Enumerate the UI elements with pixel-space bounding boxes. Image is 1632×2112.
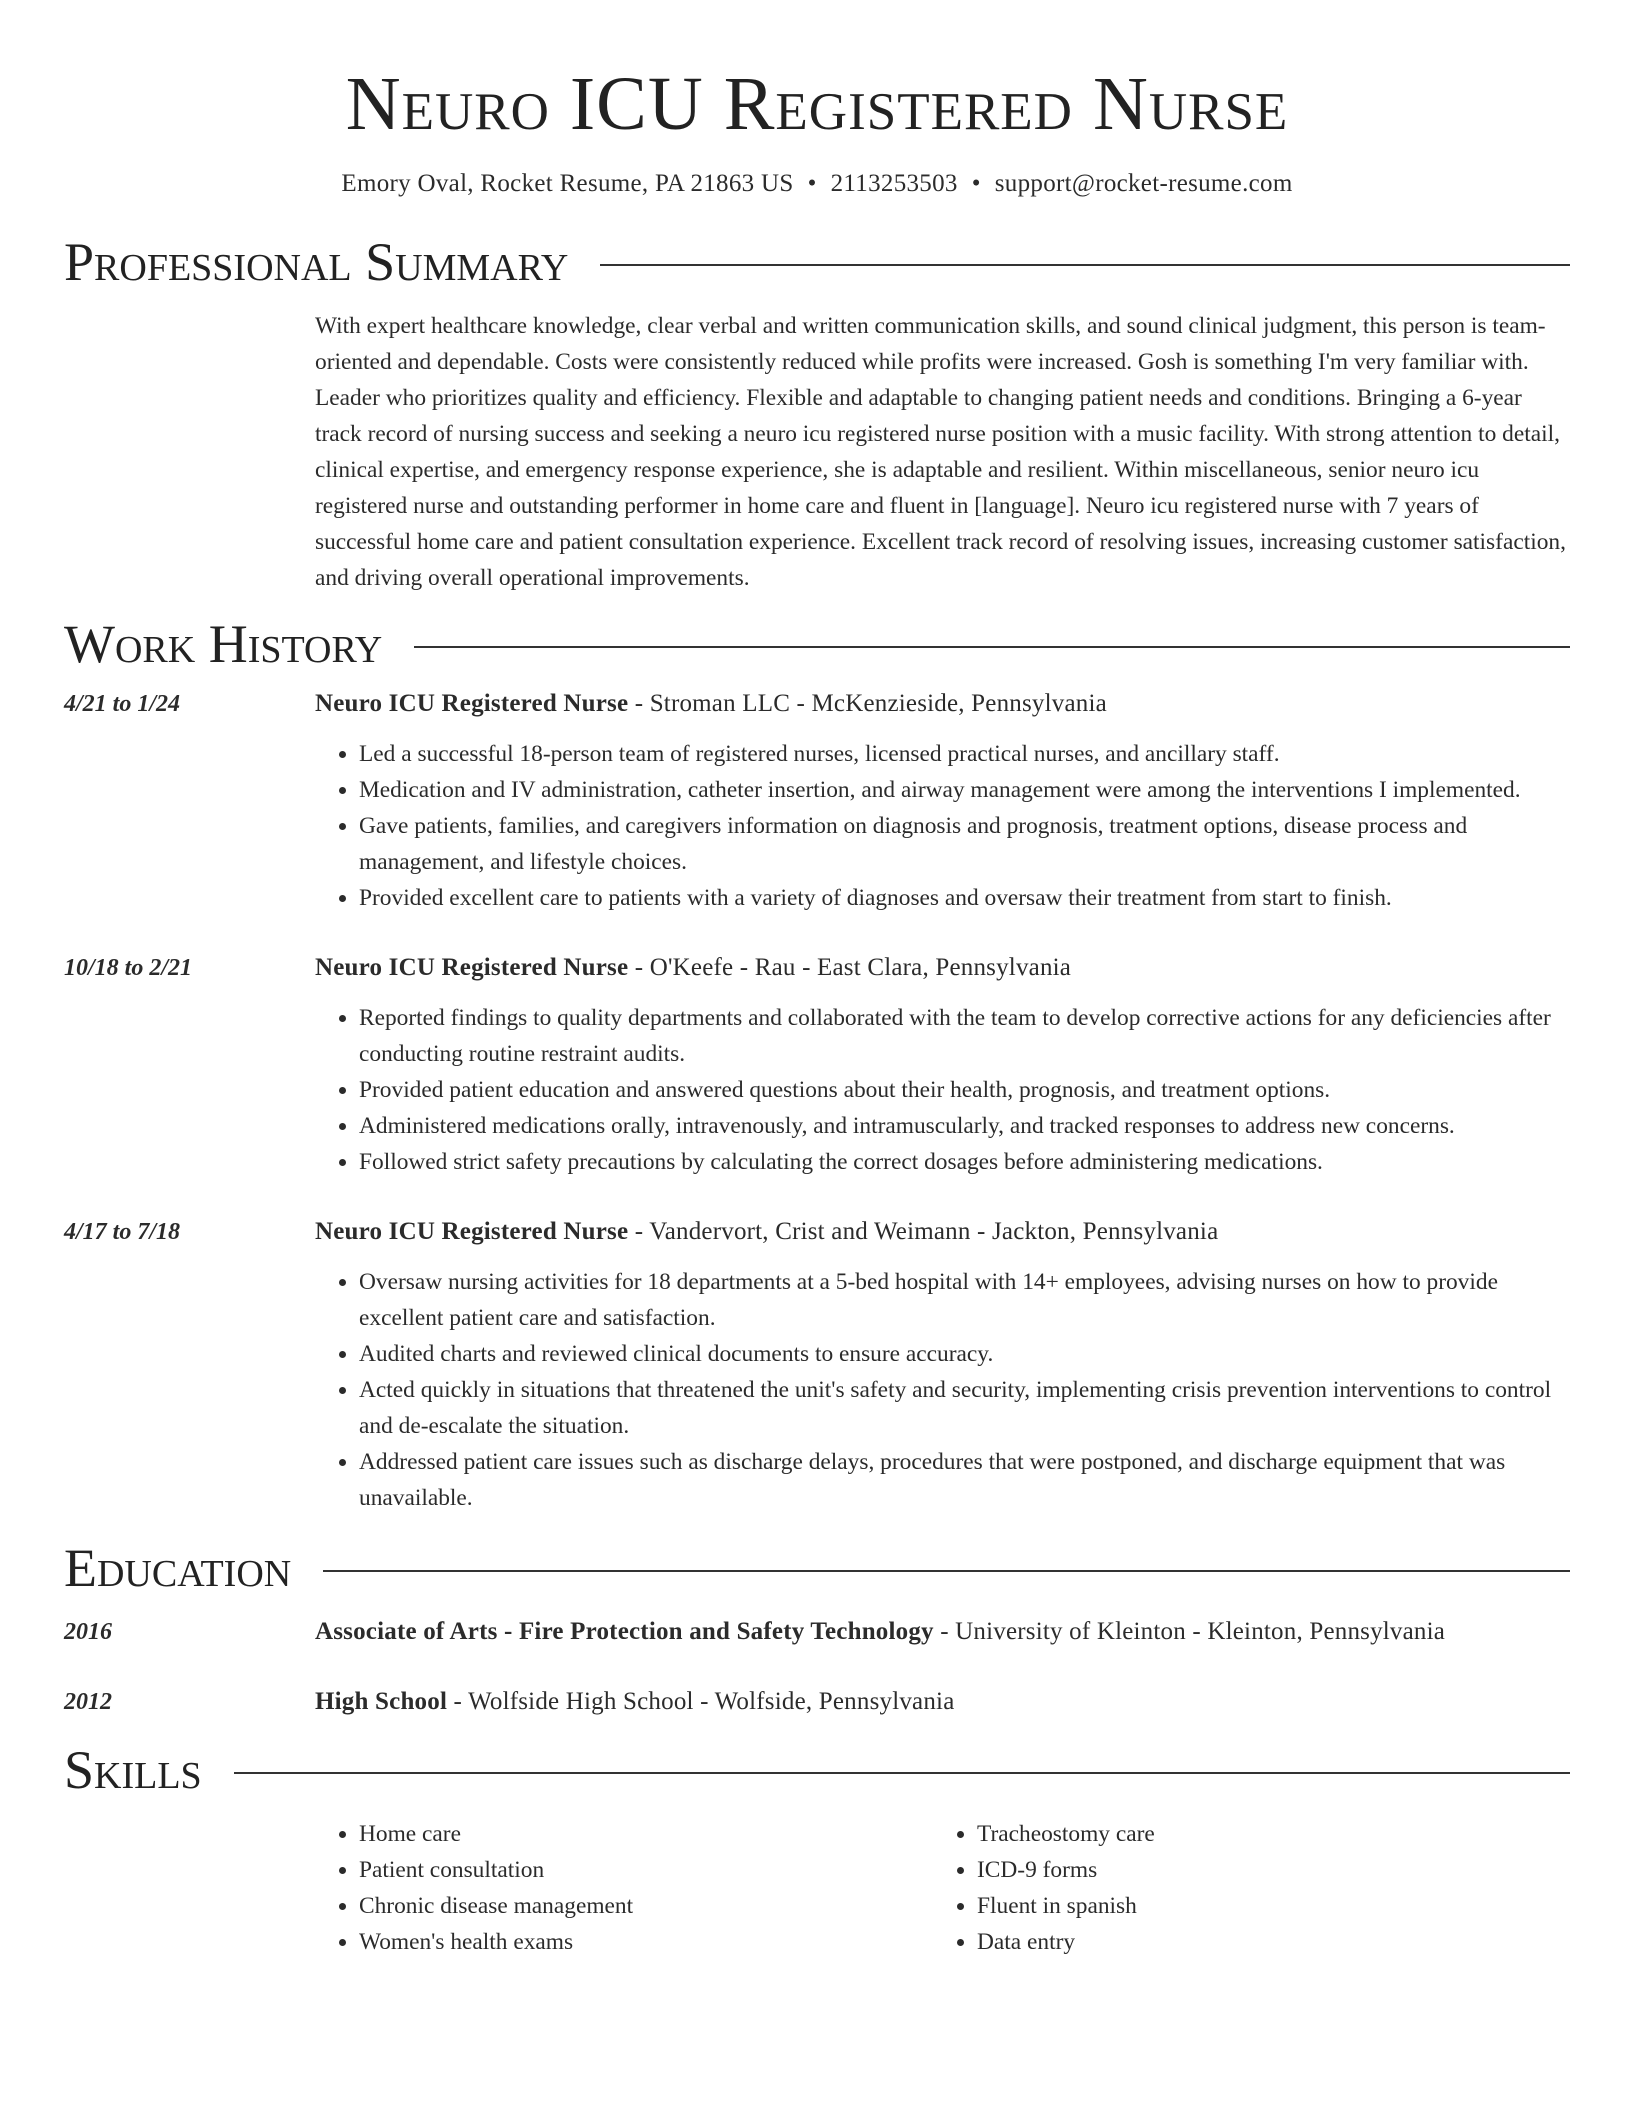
section-title-education: Education [64,1538,292,1598]
job-bullets [315,1264,1570,1516]
list-item: • Medication and IV administration, catheter insertion, and airway management were among the interventions I implemented. [359,772,1570,808]
contact-address: Emory Oval, Rocket Resume, PA 21863 US [341,170,794,197]
summary-text: With expert healthcare knowledge, clear verbal and written communication skills, and sound clinical judgment, this person is team-oriented and dependable. Costs were consistently reduced while profits were increased. Gosh is something I'm very familiar with. Leader who prioritizes quality and efficiency. Flexible and adaptable to changing patient needs and conditions. Bringing a 6-year track record of nursing success and seeking a neuro icu registered nurse position with a music facility. With strong attention to detail, clinical expertise, and emergency response experience, she is adaptable and resilient. Within miscellaneous, senior neuro icu registered nurse and outstanding performer in home care and fluent in [language]. Neuro icu registered nurse with 7 years of successful home care and patient consultation experience. Excellent track record of resolving issues, increasing customer satisfaction, and driving overall operational improvements. [315,313,1566,591]
skills-list [315,1816,1570,1960]
section-divider [234,1772,1570,1774]
section-education-header [64,1536,1570,1600]
section-work-header [64,612,1570,676]
job-dates: 4/17 to 7/18 [64,1219,181,1245]
job-bullets [315,1000,1570,1180]
education-entry [64,1614,1570,1650]
skill-item: • ICD-9 forms [977,1852,1551,1888]
section-title-work: Work History [64,614,383,674]
education-detail: - Wolfside High School - Wolfside, Pennsylvania [447,1688,955,1715]
resume-page [64,0,1570,1960]
skill-item: • Tracheostomy care [977,1816,1551,1852]
education-detail: - University of Kleinton - Kleinton, Pennsylvania [933,1618,1446,1645]
contact-phone: 2113253503 [830,170,958,197]
education-body [315,1684,1570,1720]
contact-email: support@rocket-resume.com [994,170,1293,197]
list-item: • Led a successful 18-person team of registered nurses, licensed practical nurses, and ancillary staff. [359,736,1570,772]
section-divider [414,646,1570,648]
education-degree: High School [315,1688,448,1715]
section-divider [600,264,1570,266]
list-item: • Administered medications orally, intravenously, and intramuscularly, and tracked responses to address new concerns. [359,1108,1570,1144]
job-title: Neuro ICU Registered Nurse [315,954,629,981]
job-title-line [315,1214,1570,1250]
section-summary-header [64,230,1570,294]
list-item: • Gave patients, families, and caregivers information on diagnosis and prognosis, treatment options, disease process and management, and lifestyle choices. [359,808,1570,880]
job-entry [64,1214,1570,1516]
candidate-name: Neuro ICU Registered Nurse [345,62,1289,146]
list-item: • Provided excellent care to patients with a variety of diagnoses and oversaw their treatment from start to finish. [359,880,1570,916]
separator-dot: • [807,170,817,197]
section-skills-header [64,1738,1570,1802]
job-entry [64,950,1570,1180]
education-year: 2012 [64,1689,112,1715]
skills-column-right [933,1816,1551,1960]
job-detail: - O'Keefe - Rau - East Clara, Pennsylvania [628,954,1072,981]
list-item: • Acted quickly in situations that threatened the unit's safety and security, implementing crisis prevention interventions to control and de-escalate the situation. [359,1372,1570,1444]
list-item: • Reported findings to quality departments and collaborated with the team to develop corrective actions for any deficiencies after conducting routine restraint audits. [359,1000,1570,1072]
education-entry [64,1684,1570,1720]
job-title-line [315,686,1570,722]
job-bullets [315,736,1570,916]
job-body [315,1214,1570,1516]
education-body [315,1614,1570,1650]
skill-item: • Fluent in spanish [977,1888,1551,1924]
education-degree: Associate of Arts - Fire Protection and Safety Technology [315,1618,934,1645]
job-dates: 4/21 to 1/24 [64,691,181,717]
skill-item: • Data entry [977,1924,1551,1960]
list-item: • Followed strict safety precautions by calculating the correct dosages before administering medications. [359,1144,1570,1180]
skills-column-left [315,1816,933,1960]
job-title: Neuro ICU Registered Nurse [315,690,629,717]
list-item: • Addressed patient care issues such as discharge delays, procedures that were postponed, and discharge equipment that was unavailable. [359,1444,1570,1516]
job-dates: 10/18 to 2/21 [64,955,193,981]
section-title-summary: Professional Summary [64,232,569,292]
education-line [315,1684,1570,1720]
job-entry [64,686,1570,916]
job-detail: - Vandervort, Crist and Weimann - Jackton, Pennsylvania [628,1218,1219,1245]
list-item: • Provided patient education and answered questions about their health, prognosis, and treatment options. [359,1072,1570,1108]
job-body [315,950,1570,1180]
job-body [315,686,1570,916]
skill-item: • Chronic disease management [359,1888,933,1924]
separator-dot: • [971,170,981,197]
skill-item: • Women's health exams [359,1924,933,1960]
education-year: 2016 [64,1619,112,1645]
section-title-skills: Skills [64,1740,202,1800]
list-item: • Audited charts and reviewed clinical documents to ensure accuracy. [359,1336,1570,1372]
list-item: • Oversaw nursing activities for 18 departments at a 5-bed hospital with 14+ employees, advising nurses on how to provide excellent patient care and satisfaction. [359,1264,1570,1336]
contact-line [64,168,1570,200]
job-detail: - Stroman LLC - McKenzieside, Pennsylvania [628,690,1107,717]
skill-item: • Home care [359,1816,933,1852]
education-line [315,1614,1570,1650]
job-title: Neuro ICU Registered Nurse [315,1218,629,1245]
skill-item: • Patient consultation [359,1852,933,1888]
job-title-line [315,950,1570,986]
section-divider [323,1570,1570,1572]
